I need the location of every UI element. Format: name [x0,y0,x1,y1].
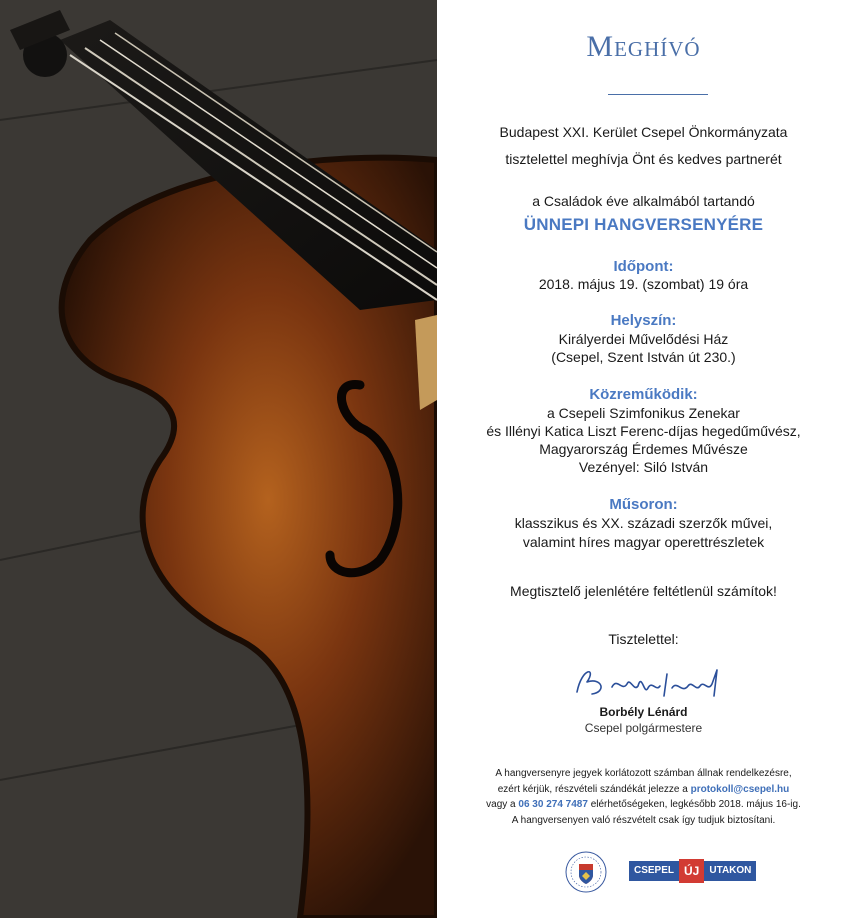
regards-line: Tisztelettel: [608,631,679,647]
performers-line-3: Magyarország Érdemes Művésze [539,441,748,457]
intro-line-2: tisztelettel meghívja Önt és kedves partnerét [505,151,782,167]
signer-name: Borbély Lénárd [599,705,688,719]
email-link[interactable]: protokoll@csepel.hu [690,784,790,795]
time-value: 2018. május 19. (szombat) 19 óra [538,276,749,292]
footnote-line-2: ezért kérjük, részvételi szándékát jelezze a protokoll@csepel.hu [497,784,790,795]
occasion-line: a Családok éve alkalmából tartandó [532,193,755,209]
footnote-line-1: A hangversenyre jegyek korlátozott számban állnak rendelkezésre, [495,768,792,779]
title-divider [608,94,708,95]
badge-mid: ÚJ [679,859,704,883]
venue-line-1: Királyerdei Művelődési Ház [558,331,729,347]
csepel-crest-logo-icon [564,850,608,894]
invitation-panel [437,0,850,918]
program-line-2: valamint híres magyar operettrészletek [522,534,765,550]
program-heading: Műsoron: [609,496,678,513]
intro-line-1: Budapest XXI. Kerület Csepel Önkormányzata [499,124,788,140]
time-heading: Időpont: [613,258,674,275]
performers-line-4: Vezényel: Siló István [578,459,709,475]
badge-left: CSEPEL [629,861,679,881]
performers-line-2: és Illényi Katica Liszt Ferenc-díjas hegedűművész, [486,423,801,439]
performers-line-1: a Csepeli Szimfonikus Zenekar [547,405,740,421]
venue-line-2: (Csepel, Szent István út 230.) [551,349,736,365]
footnote-line-3: vagy a 06 30 274 7487 elérhetőségeken, legkésőbb 2018. május 16-ig. [486,799,801,810]
handwritten-signature [572,662,742,702]
closing-line: Megtisztelő jelenlétére feltétlenül számítok! [510,583,777,599]
event-title: ÜNNEPI HANGVERSENYÉRE [523,215,764,234]
csepel-uj-utakon-logo [629,861,756,881]
program-line-1: klasszikus és XX. századi szerzők művei, [514,515,773,531]
signer-role: Csepel polgármestere [584,721,703,735]
badge-right: UTAKON [704,861,756,881]
footnote-line-4: A hangversenyen való részvételt csak így tudjuk biztosítani. [511,815,776,826]
invitation-title: Meghívó [586,30,701,63]
venue-heading: Helyszín: [610,312,677,329]
performers-heading: Közreműködik: [589,386,698,403]
phone-number[interactable]: 06 30 274 7487 [518,799,588,810]
